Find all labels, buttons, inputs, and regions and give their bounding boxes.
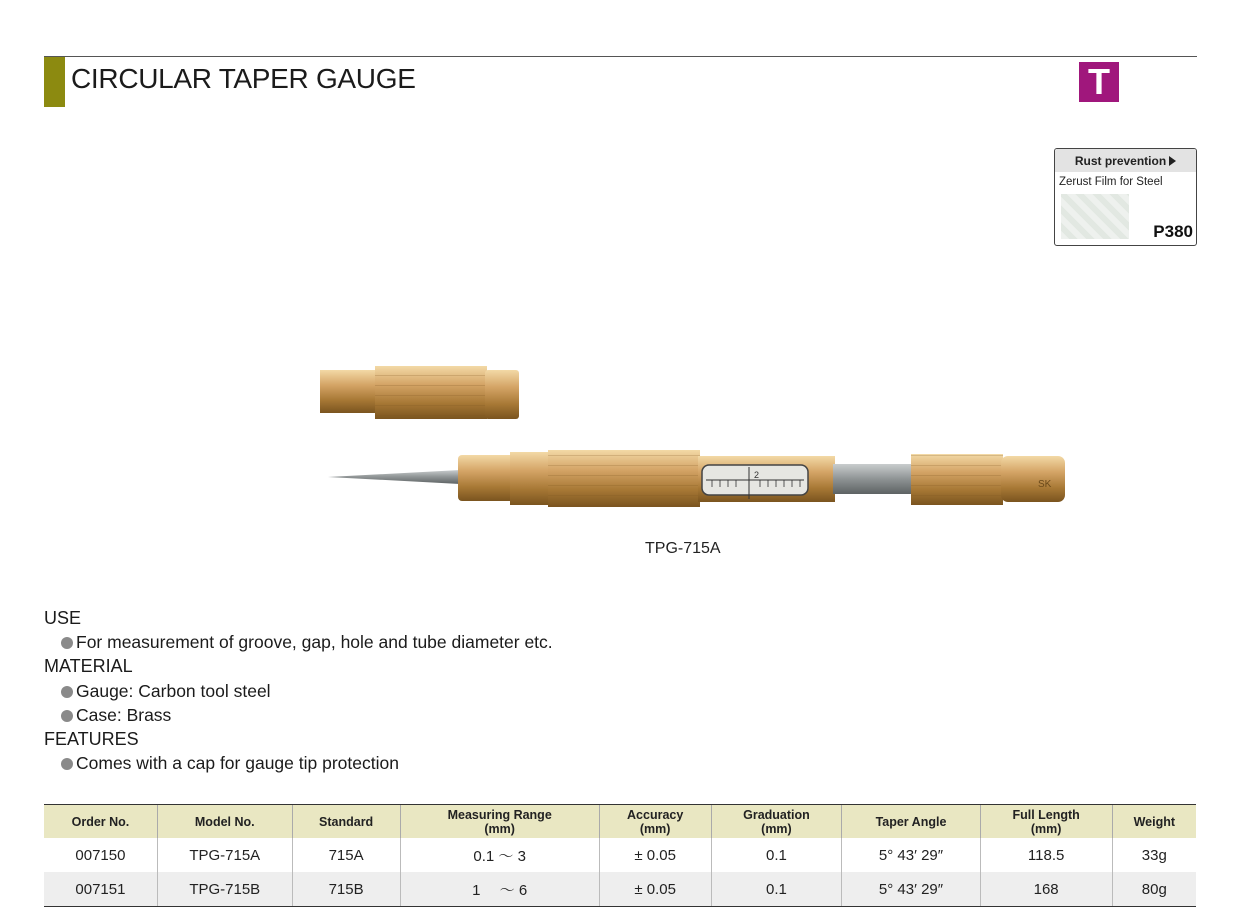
cell-order-no: 007151 <box>44 872 157 907</box>
rust-prevention-link[interactable] <box>1054 148 1197 246</box>
rust-page-ref: P380 <box>1153 222 1193 241</box>
bullet-icon <box>61 710 73 722</box>
cell-taper-angle: 5° 43′ 29″ <box>842 838 980 872</box>
table-row <box>44 838 1196 872</box>
cell-weight: 33g <box>1112 838 1196 872</box>
gauge-cap <box>320 364 519 419</box>
cell-accuracy: ± 0.05 <box>599 838 711 872</box>
cell-standard: 715B <box>292 872 400 907</box>
taper-gauge-image <box>320 355 1080 525</box>
play-arrow-icon <box>1169 156 1176 166</box>
bullet-icon <box>61 758 73 770</box>
zerust-film-image <box>1061 194 1129 239</box>
cell-model-no: TPG-715A <box>157 838 292 872</box>
cell-measuring-range: 1 ～ 6 <box>400 872 599 907</box>
product-caption: TPG-715A <box>645 540 721 557</box>
use-item: For measurement of groove, gap, hole and tube diameter etc. <box>44 630 553 654</box>
rust-prevention-header <box>1055 149 1196 172</box>
gauge-body <box>328 450 1065 507</box>
cell-order-no: 007150 <box>75 846 126 864</box>
cell-graduation: 0.1 <box>711 838 842 872</box>
cell-standard: 715A <box>292 838 400 872</box>
cell-model-no: TPG-715B <box>157 872 292 907</box>
table-header-row <box>44 805 1196 839</box>
col-measuring-range: Measuring Range (mm) <box>400 805 599 839</box>
bullet-icon <box>61 637 73 649</box>
brand-mark: SK <box>1038 479 1052 490</box>
col-standard: Standard <box>292 805 400 839</box>
bullet-icon <box>61 686 73 698</box>
page-title: CIRCULAR TAPER GAUGE <box>71 63 416 94</box>
col-full-length: Full Length (mm) <box>980 805 1112 839</box>
cell-full-length: 118.5 <box>980 838 1112 872</box>
category-t-icon: T <box>1079 62 1119 102</box>
cell-graduation: 0.1 <box>711 872 842 907</box>
table-row <box>44 872 1196 907</box>
cell-taper-angle: 5° 43′ 29″ <box>842 872 980 907</box>
rust-prevention-label: Rust prevention <box>1074 153 1167 168</box>
title-accent-bar <box>44 57 65 107</box>
features-heading: FEATURES <box>44 729 139 750</box>
spec-table <box>44 804 1196 907</box>
col-accuracy: Accuracy (mm) <box>599 805 711 839</box>
scale-mark: 2 <box>754 470 760 480</box>
col-order-no: Order No. <box>44 805 157 839</box>
col-weight: Weight <box>1112 805 1196 839</box>
rust-product-name: Zerust Film for Steel <box>1059 176 1163 188</box>
col-graduation: Graduation (mm) <box>711 805 842 839</box>
material-heading: MATERIAL <box>44 656 133 677</box>
header-rule <box>44 56 1197 57</box>
features-item: Comes with a cap for gauge tip protection <box>44 751 553 775</box>
col-model-no: Model No. <box>157 805 292 839</box>
use-heading: USE <box>44 608 82 628</box>
cell-full-length: 168 <box>980 872 1112 907</box>
material-item: Gauge: Carbon tool steel <box>44 679 553 703</box>
cell-accuracy: ± 0.05 <box>599 872 711 907</box>
product-info <box>44 606 553 775</box>
material-item: Case: Brass <box>44 703 553 727</box>
cell-weight: 80g <box>1112 872 1196 907</box>
col-taper-angle: Taper Angle <box>842 805 980 839</box>
cell-measuring-range: 0.1 ～ 3 <box>400 838 599 872</box>
